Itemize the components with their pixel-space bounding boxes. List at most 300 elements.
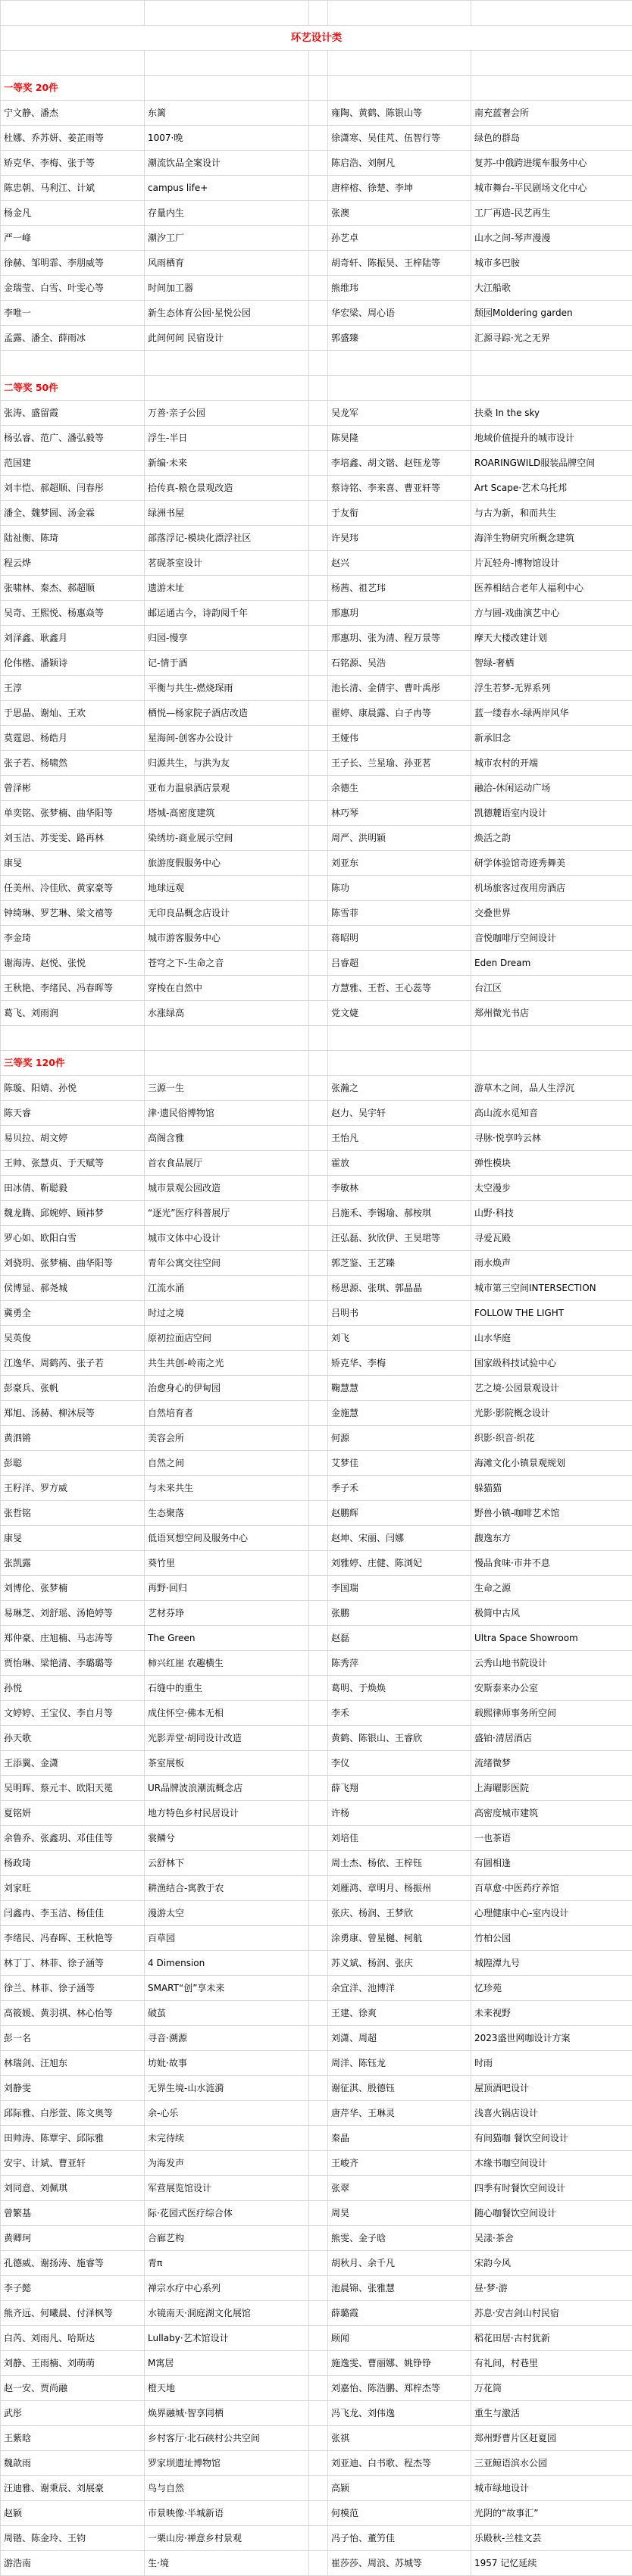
awardee-names-cell: 魏龙腾、邱婉婷、顾祎梦 [1,1201,145,1226]
awardee-names-cell: 张瀚之 [328,1076,471,1101]
awardee-names-cell: 张子若、杨啸然 [1,751,145,776]
awardee-names-cell: 李国瑞 [328,1576,471,1601]
work-title-cell: 无印良品概念店设计 [145,901,309,926]
work-title-cell: 焕界融城·智享同栖 [145,2401,309,2426]
awardee-names-cell: 任美州、冷佳欣、黄家豪等 [1,876,145,901]
work-title-cell: 橙天地 [145,2376,309,2401]
awardee-names-cell: 何源 [328,1426,471,1451]
spacer-cell [309,1926,328,1951]
work-title-cell: 郑州微光书店 [471,1001,632,1026]
work-title-cell: 耕渔结合-寓教于农 [145,1876,309,1901]
work-title-cell: 城市第三空间INTERSECTION [471,1276,632,1301]
work-title-cell: ROARINGWILD服装品牌空间 [471,451,632,476]
work-title-cell: 邮运通古今，诗韵阅千年 [145,601,309,626]
spacer-cell [309,101,328,126]
work-title-cell: 成住怀空·佛本无相 [145,1701,309,1726]
awardee-names-cell: 金施慧 [328,1401,471,1426]
awardee-names-cell: 王子长、兰星瑜、孙亚茗 [328,751,471,776]
awardee-names-cell: 胡奇轩、陈振昊、王梓陆等 [328,251,471,276]
awardee-names-cell: 余鲁乔、张鑫玥、邓佳佳等 [1,1826,145,1851]
spacer-cell [309,2001,328,2026]
empty-cell [471,76,632,101]
awardee-names-cell: 郑旭、汤赫、柳沐辰等 [1,1401,145,1426]
work-title-cell: 际·花园式医疗综合体 [145,2201,309,2226]
work-title-cell: 低语冥想空间及服务中心 [145,1526,309,1551]
work-title-cell: 万善·亲子公园 [145,401,309,426]
awardee-names-cell: 熊维玮 [328,276,471,301]
spacer-cell [309,526,328,551]
awardee-names-cell: 冯子怡、董竻佳 [328,2526,471,2551]
awardee-names-cell: 施逸雯、曹丽娜、姚铮铮 [328,2351,471,2376]
work-title-cell: 高山流水觅知音 [471,1101,632,1126]
awardee-names-cell: 熊雯、金子晗 [328,2226,471,2251]
awardee-names-cell: 贾怡琳、梁艳清、李璐璐等 [1,1651,145,1676]
awardee-names-cell: 陈雪菲 [328,901,471,926]
work-title-cell: 台江区 [471,976,632,1001]
awardee-names-cell: 吕睿超 [328,951,471,976]
awardee-names-cell: 涂勇康、曾星樾、柯航 [328,1926,471,1951]
work-title-cell: 绿色的群岛 [471,126,632,151]
spacer-cell [309,2326,328,2351]
spacer-cell [309,851,328,876]
work-title-cell: UR品牌波浪潮流概念店 [145,1776,309,1801]
awardee-names-cell: 刘静雯 [1,2076,145,2101]
spacer-cell [309,2076,328,2101]
awardee-names-cell: 冀勇全 [1,1301,145,1326]
work-title-cell: 竹柏公园 [471,1926,632,1951]
work-title-cell: 平衡与共生-燃烧琛雨 [145,676,309,701]
work-title-cell: 光影·影院概念设计 [471,1401,632,1426]
work-title-cell: 星海间-创客办公设计 [145,726,309,751]
work-title-cell: 归源共生，与洪为友 [145,751,309,776]
work-title-cell: 石缝中的重生 [145,1676,309,1701]
work-title-cell: 浮生-半日 [145,426,309,451]
work-title-cell: FOLLOW THE LIGHT [471,1301,632,1326]
awardee-names-cell: 杜娜、乔苏妍、姜芷雨等 [1,126,145,151]
work-title-cell: campus life+ [145,176,309,201]
work-title-cell: 青π [145,2251,309,2276]
work-title-cell: 破茧 [145,2001,309,2026]
awardee-names-cell: 孔德威、谢扬涛、施睿等 [1,2251,145,2276]
spacer-cell [309,2151,328,2176]
work-title-cell: 绿洲书屋 [145,501,309,526]
awardee-names-cell: 范国建 [1,451,145,476]
work-title-cell: 国家级科技试验中心 [471,1351,632,1376]
awardee-names-cell: 何模范 [328,2501,471,2526]
awardee-names-cell: 汪弘磊、狄欣伊、王昊珺等 [328,1226,471,1251]
work-title-cell: 与未来共生 [145,1476,309,1501]
awardee-names-cell: 谢征淇、殷德钰 [328,2076,471,2101]
empty-cell [309,1051,328,1076]
awardee-names-cell: 曾泽彬 [1,776,145,801]
spacer-cell [309,1851,328,1876]
work-title-cell: 部落浮记-模块化漂浮社区 [145,526,309,551]
awardee-names-cell: 许昊玮 [328,526,471,551]
work-title-cell: 地球远观 [145,876,309,901]
spacer-cell [309,801,328,826]
work-title-cell: 扶桑 In the sky [471,401,632,426]
spacer-cell [309,1501,328,1526]
awardee-names-cell: 于友衔 [328,501,471,526]
awardee-names-cell: 易贝拉、胡文婷 [1,1126,145,1151]
awardee-names-cell: 孙天歌 [1,1726,145,1751]
work-title-cell: 蓝一缕春水-绿两岸风华 [471,701,632,726]
spacer-cell [309,226,328,251]
work-title-cell: “逐光”医疗科普展厅 [145,1201,309,1226]
awardee-names-cell: 田冰倩、靳聪毅 [1,1176,145,1201]
spacer-cell [309,1676,328,1701]
awardee-names-cell: 游浩南 [1,2551,145,2576]
work-title-cell: 江流水涌 [145,1276,309,1301]
spacer-cell [309,126,328,151]
spacer-cell [309,276,328,301]
empty-cell [309,376,328,401]
spacer-cell [309,1751,328,1776]
empty-cell [145,51,309,76]
work-title-cell: 余-心乐 [145,2101,309,2126]
awardee-names-cell: 刘飞 [328,1326,471,1351]
awardee-names-cell: 林丁丁、林菲、徐子涵等 [1,1951,145,1976]
work-title-cell: 生命之源 [471,1576,632,1601]
awardee-names-cell: 唐芹华、王琳灵 [328,2101,471,2126]
work-title-cell: 野兽小镇-咖啡艺术馆 [471,1501,632,1526]
awardee-names-cell: 刘雁鸿、章明月、杨振州 [328,1876,471,1901]
awardee-names-cell: 周昊 [328,2201,471,2226]
spacer-cell [309,176,328,201]
spacer-cell [309,2276,328,2301]
spacer-cell [309,501,328,526]
empty-cell [471,1,632,26]
awardee-names-cell: 徐赫、邹明霏、李朋威等 [1,251,145,276]
spacer-cell [309,676,328,701]
work-title-cell: 三亚鲸语滨水公园 [471,2451,632,2476]
work-title-cell: 方与圆-戏曲演艺中心 [471,601,632,626]
work-title-cell: 城市游客服务中心 [145,926,309,951]
awardee-names-cell: 莫霆恩、杨皓月 [1,726,145,751]
awardee-names-cell: 王怡凡 [328,1126,471,1151]
work-title-cell: 2023盛世网咖设计方案 [471,2026,632,2051]
awardee-names-cell: 刘亚东 [328,851,471,876]
work-title-cell: 光阴的“故事汇” [471,2501,632,2526]
work-title-cell: 合廊艺构 [145,2226,309,2251]
awardee-names-cell: 于思晶、谢灿、王欢 [1,701,145,726]
work-title-cell: 交叠世界 [471,901,632,926]
empty-cell [328,76,471,101]
work-title-cell: 市景映像·半城新语 [145,2501,309,2526]
work-title-cell: 首农食品展厅 [145,1151,309,1176]
awardee-names-cell: 黄卿珂 [1,2226,145,2251]
awardee-names-cell: 刘嘉怡、陈浩鹏、郑梓杰等 [328,2376,471,2401]
awardee-names-cell: 李禾 [328,1701,471,1726]
work-title-cell: 万花筒 [471,2376,632,2401]
spacer-cell [309,2351,328,2376]
spacer-cell [309,2551,328,2576]
work-title-cell: 高阁含雅 [145,1126,309,1151]
work-title-cell: 流绪微梦 [471,1751,632,1776]
work-title-cell: 军营展览馆设计 [145,2176,309,2201]
spacer-cell [309,401,328,426]
awardee-names-cell: 冯飞龙、刘伟逸 [328,2401,471,2426]
awardee-names-cell: 周洋、陈钰龙 [328,2051,471,2076]
spacer-cell [309,2176,328,2201]
work-title-cell: 焕活之韵 [471,826,632,851]
awardee-names-cell: 张翠 [328,2176,471,2201]
empty-cell [309,76,328,101]
awardee-names-cell: 陈启浩、刘舸凡 [328,151,471,176]
work-title-cell: 潮流饮品全案设计 [145,151,309,176]
spacer-cell [309,2476,328,2501]
work-title-cell: 记-情于酒 [145,651,309,676]
awardee-names-cell: 孟露、潘全、薛雨冰 [1,326,145,351]
awardee-names-cell: 郭芝鉴、王艺臻 [328,1251,471,1276]
empty-cell [1,1,145,26]
spacer-cell [309,826,328,851]
awardee-names-cell: 李培鑫、胡文锴、赵钰龙等 [328,451,471,476]
work-title-cell: 鸟与自然 [145,2476,309,2501]
spacer-cell [309,1701,328,1726]
work-title-cell: 寻爱瓦殿 [471,1226,632,1251]
spacer-cell [309,1226,328,1251]
awardee-names-cell: 薛璐霞 [328,2301,471,2326]
work-title-cell: 栖悦—杨家院子酒店改造 [145,701,309,726]
work-title-cell: 旅游度假服务中心 [145,851,309,876]
awardee-names-cell: 王秋艳、李绪民、冯春晖等 [1,976,145,1001]
awardee-names-cell: 宁文静、潘杰 [1,101,145,126]
awardee-names-cell: 侯博显、郝尧城 [1,1276,145,1301]
spacer-cell [309,1276,328,1301]
work-title-cell: 忆珍苑 [471,1976,632,2001]
empty-cell [145,1051,309,1076]
awardee-names-cell: 王籽洋、罗方威 [1,1476,145,1501]
awardee-names-cell: 矫克华、李梅 [328,1351,471,1376]
work-title-cell: 1957 记忆延续 [471,2551,632,2576]
empty-cell [1,351,145,376]
empty-cell [328,351,471,376]
awardee-names-cell: 武彤 [1,2401,145,2426]
awardee-names-cell: 伦伟楷、潘颖诗 [1,651,145,676]
spacer-cell [309,701,328,726]
awardee-names-cell: 季子禾 [328,1476,471,1501]
awardee-names-cell: 华宏梁、周心语 [328,301,471,326]
awardee-names-cell: 郑仲豪、庄旭楠、马志涛等 [1,1626,145,1651]
work-title-cell: 山野·科技 [471,1201,632,1226]
empty-cell [309,51,328,76]
work-title-cell: 重生与激活 [471,2401,632,2426]
awardee-names-cell: 胡秋月、余千凡 [328,2251,471,2276]
awardee-names-cell: 蒋昭明 [328,926,471,951]
awardee-names-cell: 刘培佳 [328,1826,471,1851]
spacer-cell [309,2301,328,2326]
work-title-cell: 与古为新，和而共生 [471,501,632,526]
work-title-cell: 为海发声 [145,2151,309,2176]
work-title-cell: 归园-慢享 [145,626,309,651]
awardee-names-cell: 汪迪雅、谢秉辰、刘展豪 [1,2476,145,2501]
spacer-cell [309,1776,328,1801]
work-title-cell: 苍穹之下-生命之音 [145,951,309,976]
spacer-cell [309,1201,328,1226]
spacer-cell [309,151,328,176]
awardee-names-cell: 葛明、于焕焕 [328,1676,471,1701]
work-title-cell: 织影·织音·织花 [471,1426,632,1451]
empty-cell [471,376,632,401]
awardee-names-cell: 池长清、金倩宇、曹叶禹彤 [328,676,471,701]
spacer-cell [309,1451,328,1476]
awardee-names-cell: 葛飞、刘雨润 [1,1001,145,1026]
work-title-cell: 时过之境 [145,1301,309,1326]
awardee-names-cell: 张澳 [328,201,471,226]
work-title-cell: M寓居 [145,2351,309,2376]
work-title-cell: 美容会所 [145,1426,309,1451]
spacer-cell [309,201,328,226]
work-title-cell: 城市多巴胺 [471,251,632,276]
work-title-cell: Lullaby·艺术馆设计 [145,2326,309,2351]
awardee-names-cell: 高筱媛、黄羽祺、林心怡等 [1,2001,145,2026]
awardee-names-cell: 王淳 [1,676,145,701]
awardee-names-cell: 郭盛臻 [328,326,471,351]
work-title-cell: 4 Dimension [145,1951,309,1976]
work-title-cell: 生·境 [145,2551,309,2576]
empty-cell [328,1,471,26]
awardee-names-cell: 余德生 [328,776,471,801]
awardee-names-cell: 陆祉衡、陈琦 [1,526,145,551]
awardee-names-cell: 魏歆雨 [1,2451,145,2476]
work-title-cell: 生态聚落 [145,1501,309,1526]
work-title-cell: 城市文体中心设计 [145,1226,309,1251]
awardee-names-cell: 王峻齐 [328,2151,471,2176]
empty-cell [145,1,309,26]
spacer-cell [309,751,328,776]
spacer-cell [309,1651,328,1676]
work-title-cell: 水镜南天·洞庭湖文化展馆 [145,2301,309,2326]
empty-cell [471,1026,632,1051]
work-title-cell: Art Scape·艺术乌托邦 [471,476,632,501]
work-title-cell: 无界生境-山水涟漪 [145,2076,309,2101]
empty-cell [471,1051,632,1076]
awardee-names-cell: 陈功 [328,876,471,901]
work-title-cell: 一栗山房·禅意乡村景观 [145,2526,309,2551]
work-title-cell: 光影弄堂·胡同设计改造 [145,1726,309,1751]
awardee-names-cell: 张鹏 [328,1601,471,1626]
work-title-cell: 染绣坊-商业展示空间 [145,826,309,851]
work-title-cell: 浮生若梦-无界系列 [471,676,632,701]
spacer-cell [309,2526,328,2551]
awardee-names-cell: 李子懿 [1,2276,145,2301]
awardee-names-cell: 杨金凡 [1,201,145,226]
work-title-cell: 拾传真-粮仓景观改造 [145,476,309,501]
awardee-names-cell: 徐潇寒、吴佳芃、伍智行等 [328,126,471,151]
work-title-cell: 弹性模块 [471,1151,632,1176]
awardee-names-cell: 钟绮琳、罗艺琳、梁文禧等 [1,901,145,926]
work-title-cell: 城隍潭九号 [471,1951,632,1976]
section-label: 三等奖 120件 [1,1051,145,1076]
spacer-cell [309,1951,328,1976]
work-title-cell: 水涨绿高 [145,1001,309,1026]
spacer-cell [309,601,328,626]
spacer-cell [309,301,328,326]
spacer-cell [309,901,328,926]
work-title-cell: 茗砚茶室设计 [145,551,309,576]
work-title-cell: 汇源寻踪·光之无界 [471,326,632,351]
work-title-cell: 茶室展板 [145,1751,309,1776]
awardee-names-cell: 许杨 [328,1801,471,1826]
work-title-cell: 颓园Moldering garden [471,301,632,326]
awardee-names-cell: 吴英俊 [1,1326,145,1351]
work-title-cell: 自然之间 [145,1451,309,1476]
spacer-cell [309,2226,328,2251]
awardee-names-cell: 吴奇、王熙悦、杨惠焱等 [1,601,145,626]
work-title-cell: The Green [145,1626,309,1651]
work-title-cell: 山水之间-琴声漫漫 [471,226,632,251]
awardee-names-cell: 林瑞剑、汪旭东 [1,2051,145,2076]
awardee-names-cell: 陈昊隆 [328,426,471,451]
work-title-cell: Ultra Space Showroom [471,1626,632,1651]
awardee-names-cell: 孙艺卓 [328,226,471,251]
work-title-cell: 片瓦轻舟-博物馆设计 [471,551,632,576]
work-title-cell: 海滩文化小镇景观规划 [471,1451,632,1476]
work-title-cell: 存量内生 [145,201,309,226]
work-title-cell: 载熙律师事务所空间 [471,1701,632,1726]
spacer-cell [309,1126,328,1151]
work-title-cell: 上海曜影医院 [471,1776,632,1801]
spacer-cell [309,1826,328,1851]
work-title-cell: 盛铂·清居酒店 [471,1726,632,1751]
work-title-cell: 再野·回归 [145,1576,309,1601]
awardee-names-cell: 徐兰、林菲、徐子涵等 [1,1976,145,2001]
spacer-cell [309,1726,328,1751]
awardee-names-cell: 田帅涛、陈覃宇、邱际雅 [1,2126,145,2151]
empty-cell [328,1051,471,1076]
work-title-cell: 穿梭在自然中 [145,976,309,1001]
awardee-names-cell: 李唯一 [1,301,145,326]
awardee-names-cell: 单奕铭、张梦楠、曲华阳等 [1,801,145,826]
spacer-cell [309,1526,328,1551]
work-title-cell: 智绿-奢栖 [471,651,632,676]
awardee-names-cell: 池晨锦、张雅慧 [328,2276,471,2301]
work-title-cell: 1007·晚 [145,126,309,151]
work-title-cell: SMART“创”享未来 [145,1976,309,2001]
work-title-cell: 三源一生 [145,1076,309,1101]
work-title-cell: 凯德麓语室内设计 [471,801,632,826]
awardee-names-cell: 陈秀萍 [328,1651,471,1676]
awardee-names-cell: 周严、洪明颖 [328,826,471,851]
awardee-names-cell: 赵颖 [1,2501,145,2526]
work-title-cell: 漫游太空 [145,1901,309,1926]
awardee-names-cell: 刘潇、周超 [328,2026,471,2051]
work-title-cell: 东篱 [145,101,309,126]
awardee-names-cell: 余宜洋、池博洋 [328,1976,471,2001]
awardee-names-cell: 刘丰恺、郝超顺、闫春彤 [1,476,145,501]
work-title-cell: 慢品食味·市井不息 [471,1551,632,1576]
empty-cell [309,1,328,26]
work-title-cell: 摩天大楼改建计划 [471,626,632,651]
awardee-names-cell: 薛飞翔 [328,1776,471,1801]
work-title-cell: 高密度城市建筑 [471,1801,632,1826]
empty-cell [1,51,145,76]
spacer-cell [309,876,328,901]
empty-cell [328,376,471,401]
work-title-cell: 苏息·安吉剑山村民宿 [471,2301,632,2326]
work-title-cell: 乐殿秋-兰桂文芸 [471,2526,632,2551]
awardee-names-cell: 石铭源、吴浩 [328,651,471,676]
spacer-cell [309,1876,328,1901]
spacer-cell [309,2201,328,2226]
spacer-cell [309,1426,328,1451]
awardee-names-cell: 严一峰 [1,226,145,251]
work-title-cell: 自然培育者 [145,1401,309,1426]
awardee-names-cell: 党文婕 [328,1001,471,1026]
work-title-cell: 海洋生物研究所概念建筑 [471,526,632,551]
work-title-cell: 极简中古风 [471,1601,632,1626]
